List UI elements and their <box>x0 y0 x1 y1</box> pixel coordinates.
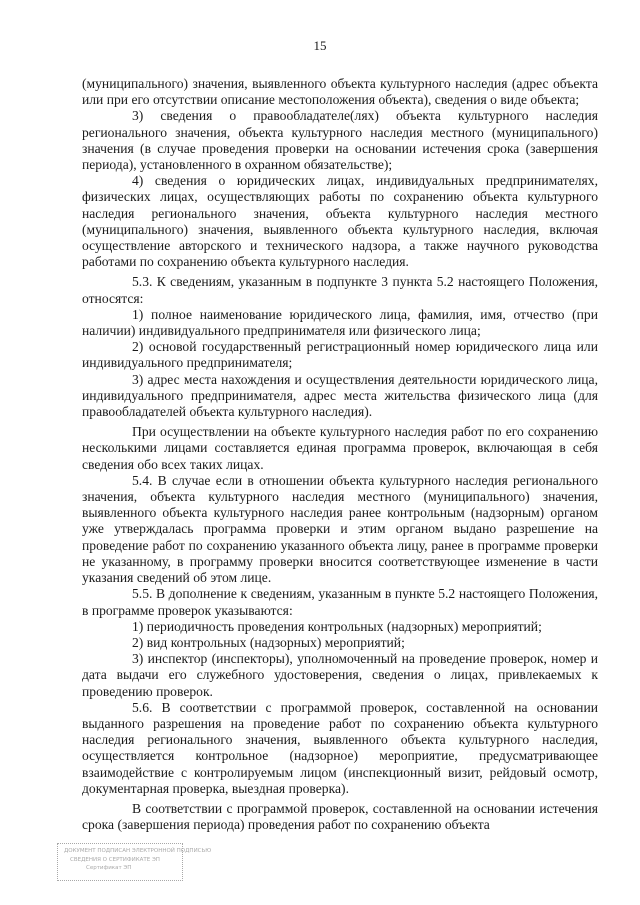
paragraph: (муниципального) значения, выявленного объекта культурного наследия (адрес объекта или при его отсутствии описание местоположения объекта), сведения о виде объекта; <box>82 76 598 108</box>
paragraph: 2) вид контрольных (надзорных) мероприятий; <box>132 634 405 650</box>
paragraph: 5.4. В случае если в отношении объекта культурного наследия регионального значения, объекта культурного наследия местного (муниципального) значения, выявленного объекта культурного наследия ранее контрольным (надзорным) органом уже утверждалась программа проверки и этим органом выдано разрешение на проведение работ по сохранению указанного объекта лицу, ранее в программе проверки не указанному, в программу проверки вносится соответствующее изменение в части указания сведений об этом лице. <box>82 472 598 586</box>
stamp-line: ДОКУМЕНТ ПОДПИСАН ЭЛЕКТРОННОЙ ПОДПИСЬЮ <box>64 848 212 854</box>
paragraph: 3) сведения о правообладателе(лях) объекта культурного наследия регионального значения, объекта культурного наследия местного (муниципального) значения (в случае проведения проверки на основании истечения срока (завершения периода), установленного в охранном обязательстве); <box>82 108 598 173</box>
e-signature-stamp <box>57 843 212 881</box>
stamp-line: СВЕДЕНИЯ О СЕРТИФИКАТЕ ЭП <box>70 856 160 863</box>
document-body <box>82 76 598 833</box>
stamp-line: Сертификат ЭП <box>86 865 132 871</box>
paragraph: 2) основой государственный регистрационный номер юридического лица или индивидуального предпринимателя; <box>82 339 598 371</box>
paragraph: 3) инспектор (инспекторы), уполномоченный на проведение проверок, номер и дата выдачи его служебного удостоверения, сведения о лицах, привлекаемых к проведению проверок. <box>82 651 598 699</box>
page-number: 15 <box>313 38 327 53</box>
paragraph: 4) сведения о юридических лицах, индивидуальных предпринимателях, физических лицах, осуществляющих работы по сохранению объекта культурного наследия регионального значения, объекта культурного наследия местного (муниципального) значения, выявленного объекта культурного наследия, включая осуществление авторского и технического надзора, а также научного руководства работами по сохранению объекта культурного наследия. <box>82 173 598 270</box>
paragraph: При осуществлении на объекте культурного наследия работ по его сохранению несколькими лицами составляется единая программа проверок, включающая в себя сведения обо всех таких лицах. <box>82 424 598 472</box>
paragraph: 3) адрес места нахождения и осуществления деятельности юридического лица, индивидуального предпринимателя, адрес места жительства физического лица (для правообладателей объекта культурного наследия). <box>82 371 598 420</box>
paragraph: 1) периодичность проведения контрольных (надзорных) мероприятий; <box>132 618 542 634</box>
paragraph: 5.6. В соответствии с программой проверок, составленной на основании выданного разрешения на проведение работ по сохранению объекта культурного наследия регионального значения, выявленного объекта культурного наследия, осуществляется контрольное (надзорное) мероприятие, предусматривающее взаимодействие с контролируемым лицом (инспекционный визит, рейдовый осмотр, документарная проверка, выездная проверка). <box>82 699 598 796</box>
paragraph: 1) полное наименование юридического лица, фамилия, имя, отчество (при наличии) индивидуального предпринимателя или физического лица; <box>82 306 598 339</box>
paragraph: 5.3. К сведениям, указанным в подпункте 3 пункта 5.2 настоящего Положения, относятся: <box>82 274 598 306</box>
paragraph: В соответствии с программой проверок, составленной на основании истечения срока (завершения периода) проведения работ по сохранению объекта <box>82 800 598 833</box>
paragraph: 5.5. В дополнение к сведениям, указанным в пункте 5.2 настоящего Положения, в программе проверок указываются: <box>82 586 598 618</box>
